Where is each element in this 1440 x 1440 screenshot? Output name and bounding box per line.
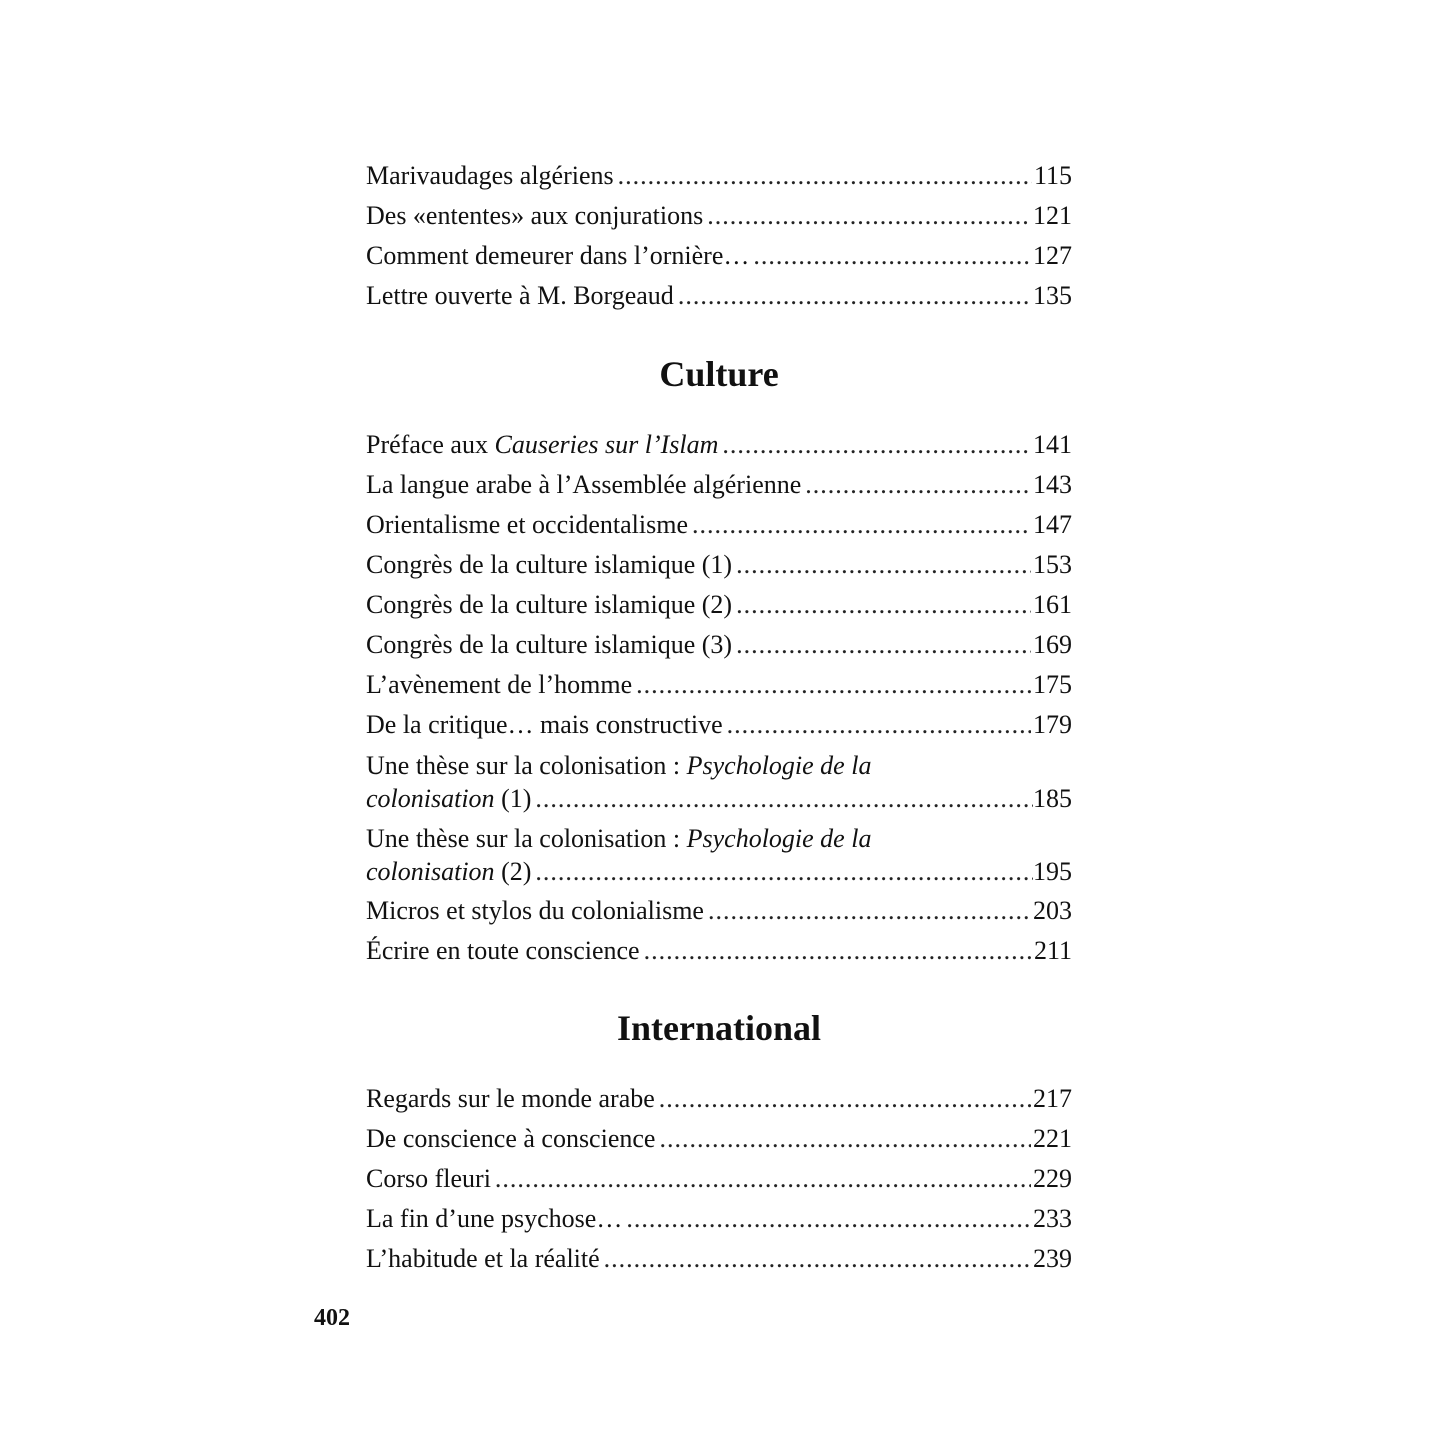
toc-entry — [366, 1079, 1072, 1119]
toc-entry-page: 143 — [1033, 470, 1072, 499]
dot-leader — [736, 585, 1031, 625]
toc-entry-page: 147 — [1033, 510, 1072, 539]
toc-entry-title-italic: colonisation — [366, 784, 495, 813]
toc-entry — [366, 545, 1072, 585]
toc-entry — [366, 931, 1072, 971]
toc-entry-title: Lettre ouverte à M. Borgeaud — [366, 281, 674, 310]
toc-entry-multiline — [366, 745, 1072, 818]
toc-entry-page: 115 — [1033, 161, 1072, 190]
toc-entry-page: 185 — [1033, 784, 1072, 813]
toc-block-culture — [366, 425, 1072, 971]
dot-leader — [736, 625, 1031, 665]
toc-entry — [366, 1119, 1072, 1159]
dot-leader — [644, 931, 1032, 971]
toc-entry — [366, 1199, 1072, 1239]
toc-entry-page: 161 — [1033, 590, 1072, 619]
section-heading-international: International — [616, 1008, 821, 1048]
toc-entry-page: 141 — [1033, 430, 1072, 459]
toc-entry-title: De conscience à conscience — [366, 1124, 656, 1153]
dot-leader — [626, 1199, 1031, 1239]
toc-entry-page: 229 — [1033, 1164, 1072, 1193]
toc-entry-title: Des «ententes» aux conjurations — [366, 201, 704, 230]
toc-entry — [366, 236, 1072, 276]
toc-entry-title-plain: Une thèse sur la colonisation : — [366, 824, 687, 853]
toc-block-top — [366, 156, 1072, 316]
toc-entry — [366, 585, 1072, 625]
dot-leader — [753, 236, 1031, 276]
toc-entry-page: 169 — [1033, 630, 1072, 659]
toc-entry-title: La fin d’une psychose… — [366, 1204, 623, 1233]
toc-entry-page: 217 — [1033, 1084, 1072, 1113]
toc-entry-title: L’avènement de l’homme — [366, 670, 633, 699]
dot-leader — [727, 705, 1031, 745]
toc-entry-title: De la critique… mais constructive — [366, 710, 723, 739]
toc-entry-title-plain: (1) — [494, 784, 532, 813]
toc-entry-title-italic: colonisation — [366, 857, 495, 886]
toc-entry-line-2 — [366, 782, 1072, 815]
toc-entry-title — [366, 782, 535, 815]
dot-leader — [678, 276, 1031, 316]
toc-entry-page: 175 — [1033, 670, 1072, 699]
toc-entry-title-italic: Causeries sur l’Islam — [494, 430, 719, 459]
toc-entry — [366, 665, 1072, 705]
toc-entry-title: Regards sur le monde arabe — [366, 1084, 655, 1113]
page-number: 402 — [314, 1305, 350, 1331]
dot-leader — [692, 505, 1031, 545]
toc-entry — [366, 505, 1072, 545]
section-heading-culture: Culture — [659, 354, 779, 394]
toc-entry-page: 203 — [1033, 896, 1072, 925]
toc-entry-line-1 — [366, 749, 1072, 782]
toc-entry-line-1 — [366, 822, 1072, 855]
toc-entry — [366, 465, 1072, 505]
toc-entry-title: Congrès de la culture islamique (1) — [366, 550, 733, 579]
toc-entry-title: Orientalisme et occidentalisme — [366, 510, 688, 539]
toc-entry-title: Congrès de la culture islamique (3) — [366, 630, 733, 659]
toc-block-international — [366, 1079, 1072, 1279]
toc-entry-page: 179 — [1033, 710, 1072, 739]
toc-entry — [366, 1159, 1072, 1199]
toc-entry — [366, 276, 1072, 316]
dot-leader — [805, 465, 1031, 505]
toc-entry-page: 211 — [1033, 936, 1072, 965]
dot-leader — [535, 855, 1033, 888]
dot-leader — [707, 196, 1031, 236]
dot-leader — [618, 156, 1032, 196]
toc-entry-title: Congrès de la culture islamique (2) — [366, 590, 733, 619]
toc-entry-title: Marivaudages algériens — [366, 161, 614, 190]
toc-entry-page: 121 — [1033, 201, 1072, 230]
toc-entry-line-2 — [366, 855, 1072, 888]
toc-entry-title: La langue arabe à l’Assemblée algérienne — [366, 470, 802, 499]
toc-entry-multiline — [366, 818, 1072, 891]
toc-entry-title-plain: (2) — [494, 857, 532, 886]
toc-entry — [366, 425, 1072, 465]
dot-leader — [535, 782, 1033, 815]
toc-entry-page: 127 — [1033, 241, 1072, 270]
toc-entry-title: Écrire en toute conscience — [366, 936, 640, 965]
toc-entry-title-italic: Psychologie de la — [686, 824, 872, 853]
dot-leader — [604, 1239, 1031, 1279]
toc-entry-page: 195 — [1033, 857, 1072, 886]
dot-leader — [495, 1159, 1031, 1199]
toc-entry — [366, 705, 1072, 745]
toc-entry — [366, 625, 1072, 665]
toc-entry — [366, 1239, 1072, 1279]
toc-entry-page: 221 — [1033, 1124, 1072, 1153]
dot-leader — [708, 891, 1031, 931]
toc-entry-title: Corso fleuri — [366, 1164, 491, 1193]
dot-leader — [736, 545, 1031, 585]
dot-leader — [722, 425, 1031, 465]
toc-entry-page: 153 — [1033, 550, 1072, 579]
toc-entry-title-italic: Psychologie de la — [686, 751, 872, 780]
toc-entry-page: 239 — [1033, 1244, 1072, 1273]
toc-entry — [366, 196, 1072, 236]
toc-entry — [366, 891, 1072, 931]
toc-entry-title — [366, 855, 535, 888]
toc-entry-title — [366, 425, 722, 465]
toc-entry-title: Micros et stylos du colonialisme — [366, 896, 704, 925]
toc-entry-title: Comment demeurer dans l’ornière… — [366, 241, 750, 270]
toc-entry-title: L’habitude et la réalité — [366, 1244, 600, 1273]
toc-entry-title-plain: Une thèse sur la colonisation : — [366, 751, 687, 780]
dot-leader — [659, 1119, 1031, 1159]
toc-entry-title-plain: Préface aux — [366, 430, 495, 459]
toc-entry-page: 135 — [1033, 281, 1072, 310]
toc-entry-page: 233 — [1033, 1204, 1072, 1233]
dot-leader — [659, 1079, 1031, 1119]
dot-leader — [636, 665, 1031, 705]
toc-entry — [366, 156, 1072, 196]
